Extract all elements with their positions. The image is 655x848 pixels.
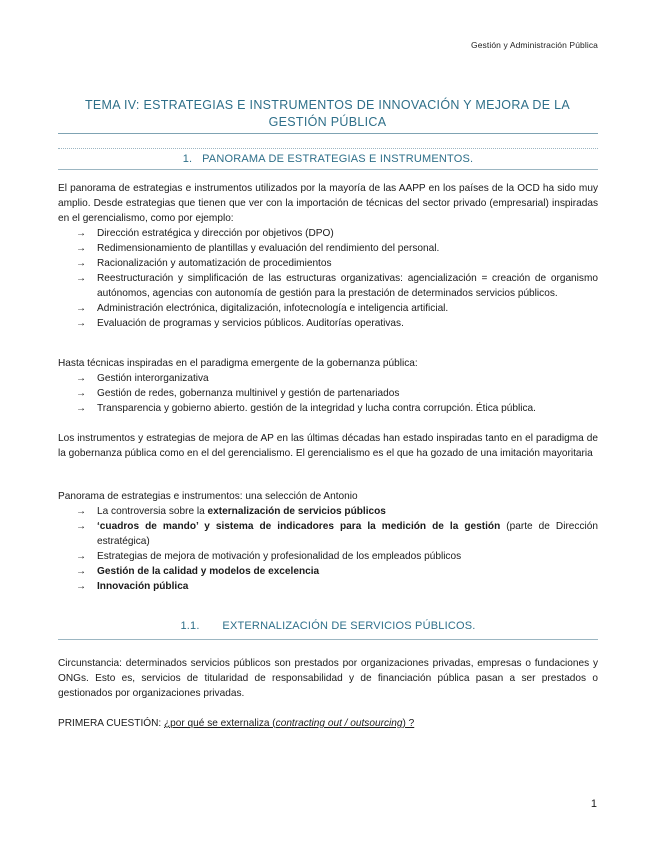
arrow-icon: → — [76, 318, 87, 329]
section-1-1-heading — [58, 620, 598, 632]
list-item: → Administración electrónica, digitalización, infotecnología e inteligencia artificial. — [76, 303, 449, 314]
body-block-2 — [58, 356, 598, 416]
section-1-1-number: 1.1. — [180, 620, 200, 632]
arrow-icon: → — [76, 303, 87, 314]
list-item: → La controversia sobre la externalización de servicios públicos — [76, 506, 386, 517]
paragraph-intro: El panorama de estrategias e instrumentos utilizados por la mayoría de las AAPP en los países de la OCD ha sido muy amplio. Desde estrategias que tienen que ver con la importación de técnicas del sector privado (empresarial) inspiradas en el gerencialismo, como por ejemplo: — [58, 183, 598, 224]
section-1-number: 1. — [182, 153, 193, 165]
list-item: → Racionalización y automatización de procedimientos — [76, 258, 332, 269]
first-question — [58, 716, 598, 731]
page-number: 1 — [590, 798, 597, 810]
list-item: → ‘cuadros de mando’ y sistema de indicadores para la medición de la gestión (parte de Dirección estratégica) — [76, 521, 598, 547]
body-block-5 — [58, 656, 598, 701]
arrow-icon: → — [76, 273, 87, 284]
paragraph-circumstance: Circunstancia: determinados servicios públicos son prestados por organizaciones privadas, empresas o fundaciones y ONGs. Esto es, servicios de titularidad de responsabilidad y de financiación pública pasan a ser prestados o gestionados por organizaciones privadas. — [58, 658, 598, 699]
question-label: PRIMERA CUESTIÓN: — [58, 718, 164, 729]
arrow-icon: → — [76, 403, 87, 414]
selection-list — [58, 504, 598, 594]
arrow-icon: → — [76, 373, 87, 384]
paragraph-instruments: Los instrumentos y estrategias de mejora de AP en las últimas décadas han estado inspiradas tanto en el paradigma de la gobernanza pública como en el del gerencialismo. El gerencialismo es el que ha gozado de una imitación mayoritaria — [58, 433, 598, 459]
section-1-title: PANORAMA DE ESTRATEGIAS E INSTRUMENTOS. — [202, 153, 474, 165]
question-text: ¿por qué se externaliza (contracting out / outsourcing) ? — [164, 718, 415, 729]
governance-list — [58, 371, 598, 416]
list-item: → Gestión de la calidad y modelos de excelencia — [76, 566, 320, 577]
arrow-icon: → — [76, 506, 87, 517]
arrow-icon: → — [76, 581, 87, 592]
paragraph-governance: Hasta técnicas inspiradas en el paradigma emergente de la gobernanza pública: — [58, 358, 418, 369]
list-item: → Dirección estratégica y dirección por objetivos (DPO) — [76, 228, 334, 239]
body-block-3 — [58, 431, 598, 461]
arrow-icon: → — [76, 551, 87, 562]
arrow-icon: → — [76, 521, 87, 532]
title-rule — [58, 133, 598, 134]
arrow-icon: → — [76, 243, 87, 254]
body-block-4 — [58, 489, 598, 594]
list-item: → Innovación pública — [76, 581, 189, 592]
body-block-1 — [58, 181, 598, 331]
section-1-1-title: EXTERNALIZACIÓN DE SERVICIOS PÚBLICOS. — [222, 620, 476, 632]
document-title: TEMA IV: ESTRATEGIAS E INSTRUMENTOS DE INNOVACIÓN Y MEJORA DE LA GESTIÓN PÚBLICA — [84, 98, 571, 129]
list-item: → Redimensionamiento de plantillas y evaluación del rendimiento del personal. — [76, 243, 440, 254]
arrow-icon: → — [76, 258, 87, 269]
list-item: → Transparencia y gobierno abierto. gestión de la integridad y lucha contra corrupción. Ética pública. — [76, 403, 536, 414]
list-item: → Gestión de redes, gobernanza multinivel y gestión de partenariados — [76, 388, 400, 399]
section-bottom-rule — [58, 169, 598, 170]
list-item: → Reestructuración y simplificación de las estructuras organizativas: agencialización = creación de organismo autónomos, agencias con autonomía de gestión para la prestación de determinados servicios públicos. — [76, 273, 598, 299]
arrow-icon: → — [76, 388, 87, 399]
arrow-icon: → — [76, 566, 87, 577]
section-top-rule — [58, 148, 598, 149]
subsection-rule — [58, 639, 598, 640]
arrow-icon: → — [76, 228, 87, 239]
section-1-heading — [58, 153, 598, 165]
list-item: → Gestión interorganizativa — [76, 373, 209, 384]
managerialism-list — [58, 226, 598, 331]
list-item: → Estrategias de mejora de motivación y profesionalidad de los empleados públicos — [76, 551, 462, 562]
running-header: Gestión y Administración Pública — [471, 40, 598, 50]
list-item: → Evaluación de programas y servicios públicos. Auditorías operativas. — [76, 318, 404, 329]
paragraph-selection: Panorama de estrategias e instrumentos: una selección de Antonio — [58, 491, 358, 502]
